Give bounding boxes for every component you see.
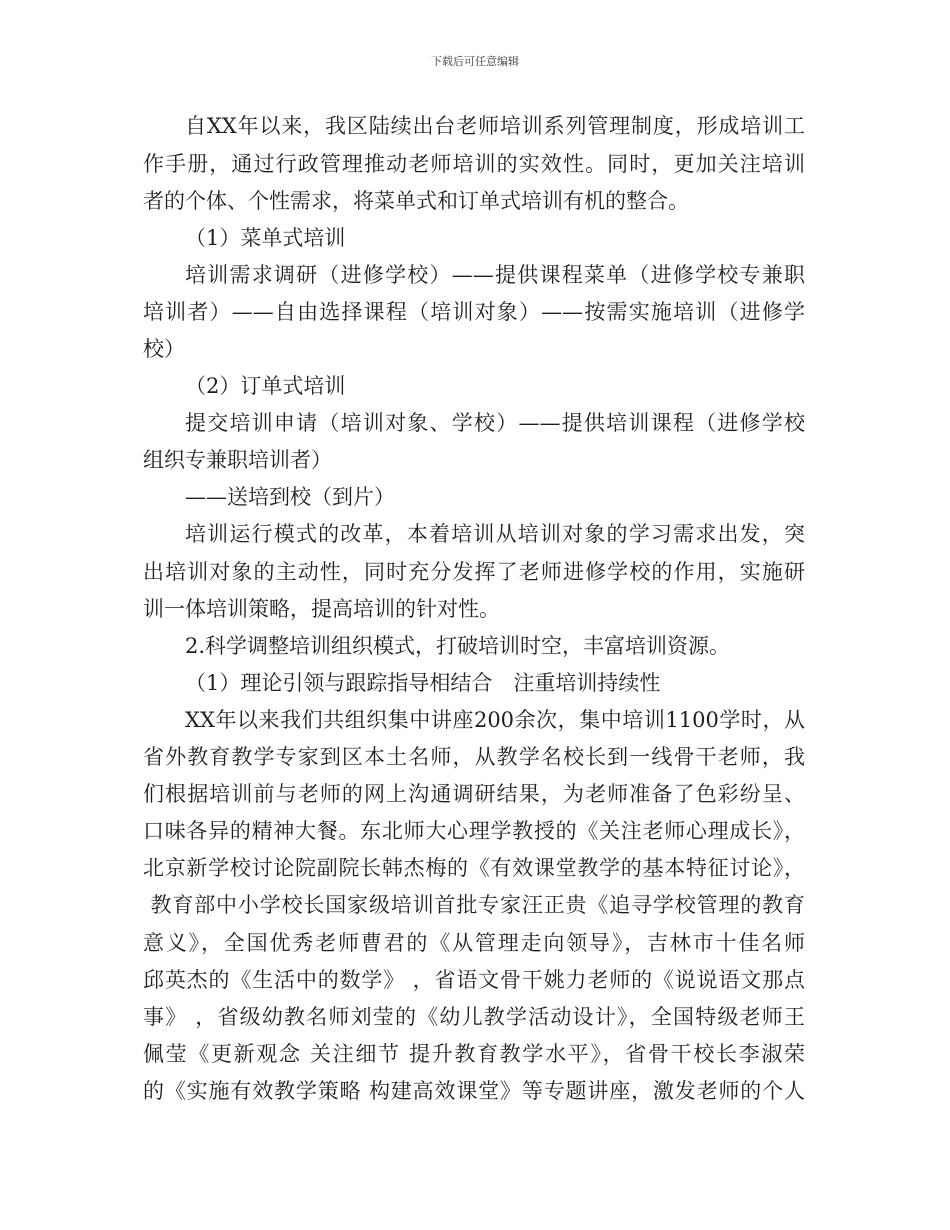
- text-line: 教育部中小学校长国家级培训首批专家汪正贵《追寻学校管理的教育: [143, 893, 805, 918]
- subheading-theory-guidance: [143, 665, 805, 702]
- text-line: 训一体培训策略，提高培训的针对性。: [143, 596, 500, 621]
- text-line: 的《实施有效教学策略 构建高效课堂》等专题讲座，激发老师的个人: [143, 1078, 805, 1103]
- text-line: 佩莹《更新观念 关注细节 提升教育教学水平》，省骨干校长李淑荣: [143, 1041, 805, 1066]
- paragraph-order-training-flow-end: [143, 479, 805, 516]
- text-line: 省外教育教学专家到区本土名师，从教学名校长到一线骨干老师，我: [143, 745, 805, 770]
- text-line: 事》 ，省级幼教名师刘莹的《幼儿教学活动设计》，全国特级老师王: [143, 1004, 805, 1029]
- paragraph-menu-training-flow: [143, 257, 805, 368]
- text-line: 培训者）——自由选择课程（培训对象）——按需实施培训（进修学: [143, 299, 805, 324]
- text-line: 们根据培训前与老师的网上沟通调研结果，为老师准备了色彩纷呈、: [143, 782, 805, 807]
- page-header-note: 下载后可任意编辑: [431, 55, 519, 68]
- text-line: 者的个体、个性需求，将菜单式和订单式培训有机的整合。: [143, 188, 689, 213]
- section-heading-organization-mode: [143, 628, 805, 665]
- text-line: 组织专兼职培训者）: [143, 448, 332, 473]
- text-line: ——送培到校（到片）: [185, 485, 395, 510]
- text-line: 校）: [143, 337, 185, 361]
- subheading-order-training: [143, 368, 805, 405]
- subheading-text: （2）订单式培训: [185, 374, 346, 399]
- text-line: 作手册，通过行政管理推动老师培训的实效性。同时，更加关注培训: [143, 151, 805, 176]
- text-line: 出培训对象的主动性，同时充分发挥了老师进修学校的作用，实施研: [143, 559, 805, 584]
- text-line: 口味各异的精神大餐。东北师大心理学教授的《关注老师心理成长》，: [143, 819, 805, 844]
- text-line: 北京新学校讨论院副院长韩杰梅的《有效课堂教学的基本特征讨论》，: [143, 856, 805, 881]
- text-line: 邱英杰的《生活中的数学》 ，省语文骨干姚力老师的《说说语文那点: [143, 967, 805, 992]
- text-line: 自XX年以来，我区陆续出台老师培训系列管理制度，形成培训工: [185, 114, 805, 139]
- paragraph-operation-mode-reform: [143, 516, 805, 627]
- paragraph-order-training-flow: [143, 405, 805, 479]
- text-line: 提交培训申请（培训对象、学校）——提供培训课程（进修学校: [185, 411, 805, 436]
- subheading-text: （1）菜单式培训: [185, 225, 346, 250]
- text-line: XX年以来我们共组织集中讲座200余次，集中培训1100学时，从: [185, 707, 805, 732]
- subheading-menu-training: [143, 220, 805, 257]
- subheading-text: （1）理论引领与跟踪指导相结合 注重培训持续性: [185, 670, 661, 695]
- text-line: 培训需求调研（进修学校）——提供课程菜单（进修学校专兼职: [185, 262, 805, 287]
- text-line: 意义》，全国优秀老师曹君的《从管理走向领导》，吉林市十佳名师: [143, 930, 805, 955]
- paragraph-lectures-summary: [143, 702, 805, 1110]
- text-line: 培训运行模式的改革，本着培训从培训对象的学习需求出发，突: [185, 522, 805, 547]
- document-body: [143, 108, 805, 1110]
- section-heading-text: 2.科学调整培训组织模式，打破培训时空，丰富培训资源。: [185, 633, 731, 658]
- paragraph-training-system-intro: [143, 108, 805, 219]
